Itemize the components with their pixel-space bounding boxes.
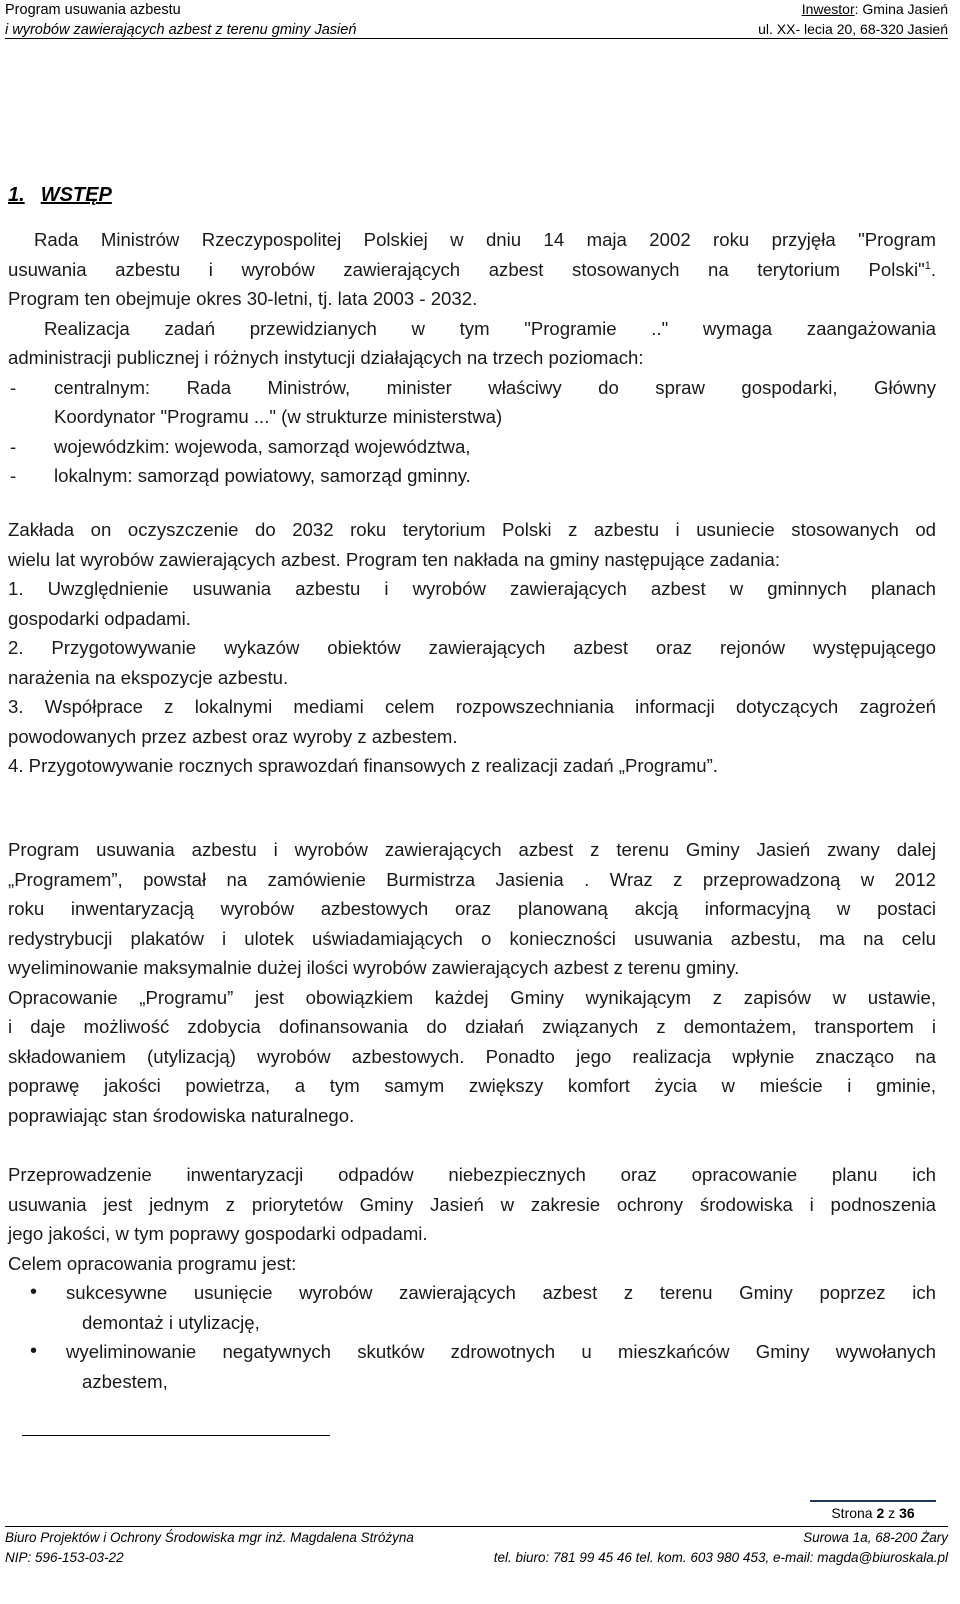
tasks-block <box>8 515 936 781</box>
program-line: wyeliminowanie maksymalnie dużej ilości wyrobów zawierających azbest z terenu gminy. <box>8 957 740 978</box>
header-investor-name: : Gmina Jasień <box>854 1 948 17</box>
tasks-line: 4. Przygotowywanie rocznych sprawozdań finansowych z realizacji zadań „Programu”. <box>8 755 718 776</box>
list-item: - lokalnym: samorząd powiatowy, samorząd gminny. <box>10 465 471 486</box>
list-item: - centralnym: Rada Ministrów, minister właściwy do spraw gospodarki, Główny Koordynator "Programu ..." (w strukturze ministerstwa) <box>10 376 936 427</box>
program-line: Opracowanie „Programu” jest obowiązkiem każdej Gminy wynikającym z zapisów w ustawie, <box>8 986 936 1008</box>
program-line: i daje możliwość zdobycia dofinansowania do działań związanych z demontażem, transportem i <box>8 1016 936 1037</box>
header-investor <box>802 0 948 18</box>
program-line: roku inwentaryzacją wyrobów azbestowych oraz planowaną akcją informacyjną w postaci <box>8 898 936 919</box>
bullet-icon: • <box>30 1340 38 1362</box>
program-line: „Programem”, powstał na zamówienie Burmistrza Jasienia . Wraz z przeprowadzoną w 2012 <box>8 868 936 890</box>
bullet-item: • sukcesywne usunięcie wyrobów zawierających azbest z terenu Gminy poprzez ich demontaż i utylizację, <box>8 1278 936 1337</box>
tasks-line: narażenia na ekspozycje azbestu. <box>8 666 289 688</box>
footer-nip: NIP: 596-153-03-22 <box>5 1550 124 1565</box>
footnote-ref: 1 <box>924 259 931 272</box>
footer-divider <box>5 1526 948 1527</box>
section-title: WSTĘP <box>40 184 112 206</box>
program-block <box>8 835 936 1130</box>
goals-block <box>8 1160 936 1396</box>
header-row-1 <box>5 0 948 19</box>
bullet-item: • wyeliminowanie negatywnych skutków zdrowotnych u mieszkańców Gminy wywołanych azbestem, <box>8 1337 936 1396</box>
goals-line: Przeprowadzenie inwentaryzacji odpadów niebezpiecznych oraz opracowanie planu ich <box>8 1164 936 1185</box>
header-program-title: Program usuwania azbestu <box>5 2 181 18</box>
footer-row-2 <box>5 1550 948 1565</box>
intro-line: usuwania azbestu i wyrobów zawierających azbest stosowanych na terytorium Polski"$^1$. <box>8 258 936 280</box>
intro-line: Rada Ministrów Rzeczypospolitej Polskiej w dniu 14 maja 2002 roku przyjęła "Program <box>34 229 936 250</box>
goals-line: jego jakości, w tym poprawy gospodarki odpadami. <box>8 1223 428 1244</box>
intro-block <box>8 225 936 491</box>
header-row-2 <box>5 20 948 39</box>
tasks-line: gospodarki odpadami. <box>8 607 191 629</box>
intro-line: Program ten obejmuje okres 30-letni, tj. lata 2003 - 2032. <box>8 288 478 309</box>
footer-company: Biuro Projektów i Ochrony Środowiska mgr inż. Magdalena Stróżyna <box>5 1530 414 1545</box>
page-number: Strona 2 z 36 <box>810 1500 936 1521</box>
tasks-line: 3. Współprace z lokalnymi mediami celem rozpowszechniania informacji dotyczących zagrożeń <box>8 696 936 717</box>
tasks-line: Zakłada on oczyszczenie do 2032 roku terytorium Polski z azbestu i usuniecie stosowanych od <box>8 519 936 540</box>
header-divider <box>5 38 948 39</box>
footnote-separator <box>22 1435 330 1436</box>
bullet-icon: • <box>30 1281 38 1303</box>
goals-line: Celem opracowania programu jest: <box>8 1252 297 1274</box>
program-line: redystrybucji plakatów i ulotek uświadamiających o konieczności usuwania azbestu, ma na celu <box>8 927 936 949</box>
goals-line: usuwania jest jednym z priorytetów Gminy Jasień w zakresie ochrony środowiska i podnoszenia <box>8 1193 936 1215</box>
program-line: Program usuwania azbestu i wyrobów zawierających azbest z terenu Gminy Jasień zwany dalej <box>8 839 936 860</box>
section-heading <box>8 184 112 207</box>
tasks-line: 2. Przygotowywanie wykazów obiektów zawierających azbest oraz rejonów występującego <box>8 637 936 658</box>
footer-address: Surowa 1a, 68-200 Żary <box>803 1530 948 1545</box>
tasks-line: powodowanych przez azbest oraz wyroby z azbestem. <box>8 725 458 747</box>
header-program-subtitle: i wyrobów zawierających azbest z terenu gminy Jasień <box>5 22 357 38</box>
tasks-line: 1. Uwzględnienie usuwania azbestu i wyrobów zawierających azbest w gminnych planach <box>8 578 936 599</box>
program-line: poprawę jakości powietrza, a tym samym zwiększy komfort życia w mieście i gminie, <box>8 1075 936 1096</box>
footer-contact: tel. biuro: 781 99 45 46 tel. kom. 603 980 453, e-mail: magda@biuroskala.pl <box>493 1550 948 1565</box>
intro-line: administracji publicznej i różnych instytucji działających na trzech poziomach: <box>8 347 644 368</box>
header-investor-address: ul. XX- lecia 20, 68-320 Jasień <box>758 21 948 37</box>
program-line: składowaniem (utylizacją) wyrobów azbestowych. Ponadto jego realizacja wpłynie znacząco na <box>8 1045 936 1067</box>
tasks-line: wielu lat wyrobów zawierających azbest. Program ten nakłada na gminy następujące zadania: <box>8 548 781 570</box>
program-line: poprawiając stan środowiska naturalnego. <box>8 1104 355 1126</box>
section-number: 1. <box>8 184 25 206</box>
list-item: - wojewódzkim: wojewoda, samorząd województwa, <box>10 435 471 457</box>
footer-row-1 <box>5 1530 948 1545</box>
intro-line: Realizacja zadań przewidzianych w tym "Programie .." wymaga zaangażowania <box>44 317 936 339</box>
header-investor-label: Inwestor <box>801 1 855 17</box>
